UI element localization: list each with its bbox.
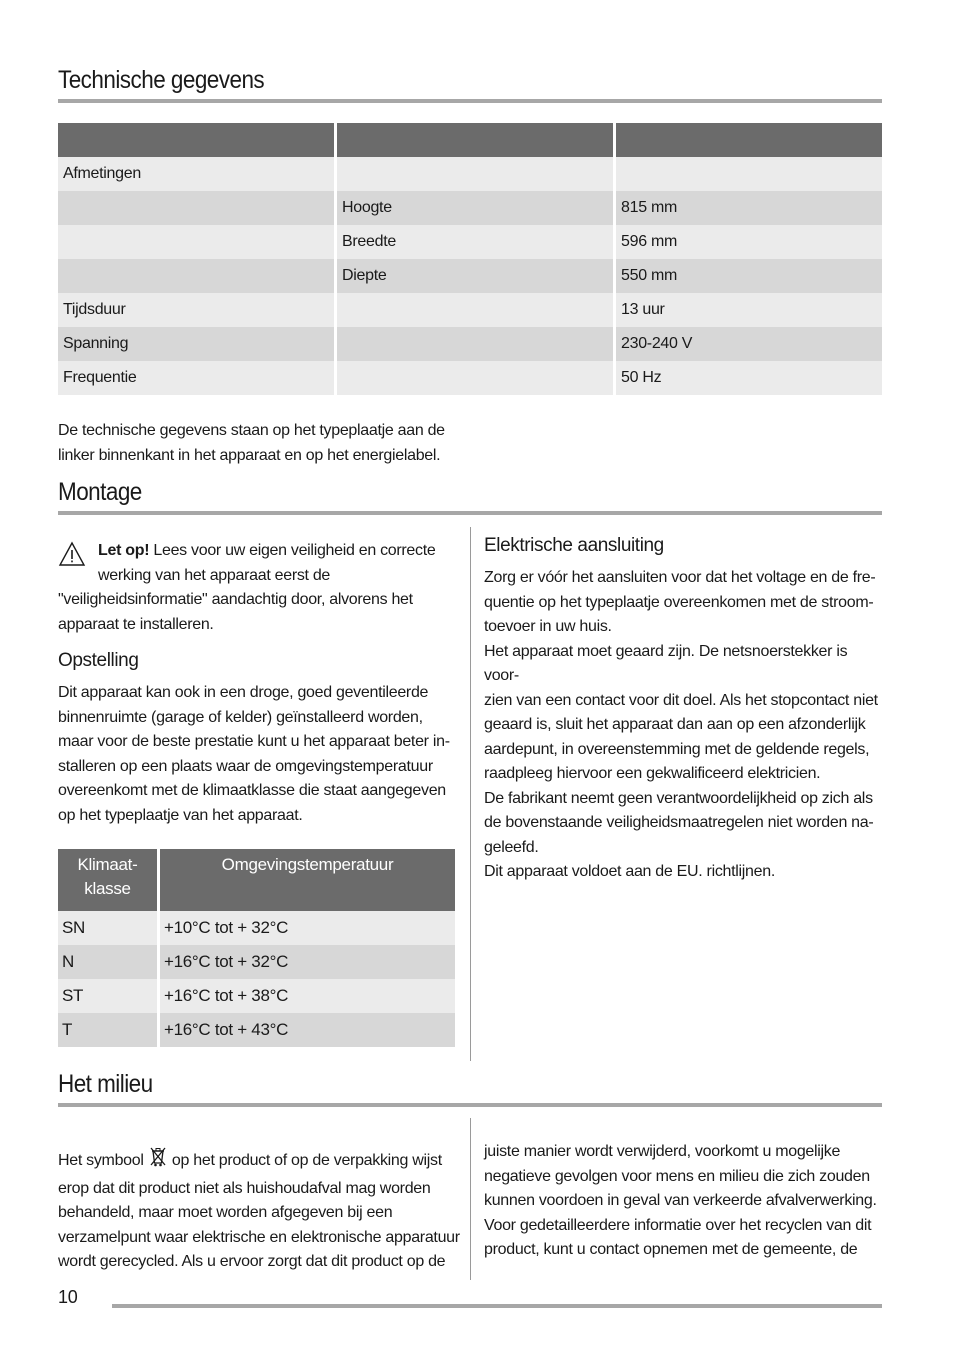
header-class: Klimaat- klasse xyxy=(58,849,159,911)
subsection-title-electrical: Elektrische aansluiting xyxy=(484,535,664,556)
spec-table-header xyxy=(58,123,882,157)
table-row: Frequentie 50 Hz xyxy=(58,361,882,395)
subsection-title-opstelling: Opstelling xyxy=(58,650,139,671)
climate-table xyxy=(58,849,455,1047)
table-row: Spanning 230-240 V xyxy=(58,327,882,361)
section-title-montage: Montage xyxy=(58,478,142,506)
crossed-bin-icon xyxy=(148,1146,168,1177)
section-rule xyxy=(58,1103,882,1107)
table-row: Hoogte 815 mm xyxy=(58,191,882,225)
column-divider xyxy=(470,1118,471,1280)
table-row: Afmetingen xyxy=(58,157,882,191)
section-title-environment: Het milieu xyxy=(58,1070,153,1098)
table-row: T +16°C tot + 43°C xyxy=(58,1013,455,1047)
milieu-right-text: juiste manier wordt verwijderd, voorkomt u mogelijke negatieve gevolgen voor mens en milieu die zich zouden kunnen voordoen in geval van verkeerde afvalverwerking. Voor gedetailleerdere informatie over het recyclen van dit product, kunt u contact opnemen met de gemeente, de xyxy=(484,1143,877,1258)
warning-text: Let op! Lees voor uw eigen veiligheid en correcte werking van het apparaat eerst de "veiligheidsinformatie" aandachtig door, alvorens het apparaat te installeren. xyxy=(58,542,436,633)
climate-table-header xyxy=(58,849,455,911)
spec-table xyxy=(58,123,882,395)
section-title-technical: Technische gegevens xyxy=(58,66,265,94)
table-row: SN +10°C tot + 32°C xyxy=(58,911,455,945)
opstelling-text: Dit apparaat kan ook in een droge, goed geventileerde binnenruimte (garage of kelder) geïnstalleerd worden, maar voor de beste prestatie kunt u het apparaat beter in- stalleren op een plaats waar de omgevingstemperatuur overeenkomt met de klimaatklasse die staat aangegeven op het typeplaatje van het apparaat. xyxy=(58,684,450,824)
table-row: N +16°C tot + 32°C xyxy=(58,945,455,979)
table-row: ST +16°C tot + 38°C xyxy=(58,979,455,1013)
electrical-text: Zorg er vóór het aansluiten voor dat het voltage en de fre- quentie op het typeplaatje overeenkomen met de stroom- toevoer in uw huis. Het apparaat moet geaard zijn. De netsnoerstekker is voor- zien van een contact voor dit doel. Als het stopcontact niet geaard is, sluit het apparaat dan aan op een afzonderlijk aardepunt, in overeenstemming met de geldende regels, raadpleeg hiervoor een gekwalificeerd elektricien. De fabrikant neemt geen verantwoordelijkheid op zich als de bovenstaande veiligheidsmaatregelen niet worden na- geleefd. Dit apparaat voldoet aan de EU. richtlijnen. xyxy=(484,569,878,880)
footer-rule xyxy=(112,1304,882,1308)
section-rule xyxy=(58,99,882,103)
section-rule xyxy=(58,511,882,515)
table-row: Breedte 596 mm xyxy=(58,225,882,259)
milieu-left-text: Het symbool op het product of op de verpakking wijst erop dat dit product niet als huishoudafval mag worden behandeld, maar moet worden afgegeven bij een verzamelpunt waar elektrische en elektronische apparatuur wordt gerecycled. Als u ervoor zorgt dat dit product op de xyxy=(58,1146,463,1275)
tech-note: De technische gegevens staan op het typeplaatje aan de linker binnenkant in het apparaat en op het energielabel. xyxy=(58,422,445,464)
table-row: Diepte 550 mm xyxy=(58,259,882,293)
header-temperature: Omgevingstemperatuur xyxy=(159,849,456,911)
column-divider xyxy=(470,527,471,1061)
table-row: Tijdsduur 13 uur xyxy=(58,293,882,327)
page-number: 10 xyxy=(58,1287,78,1307)
